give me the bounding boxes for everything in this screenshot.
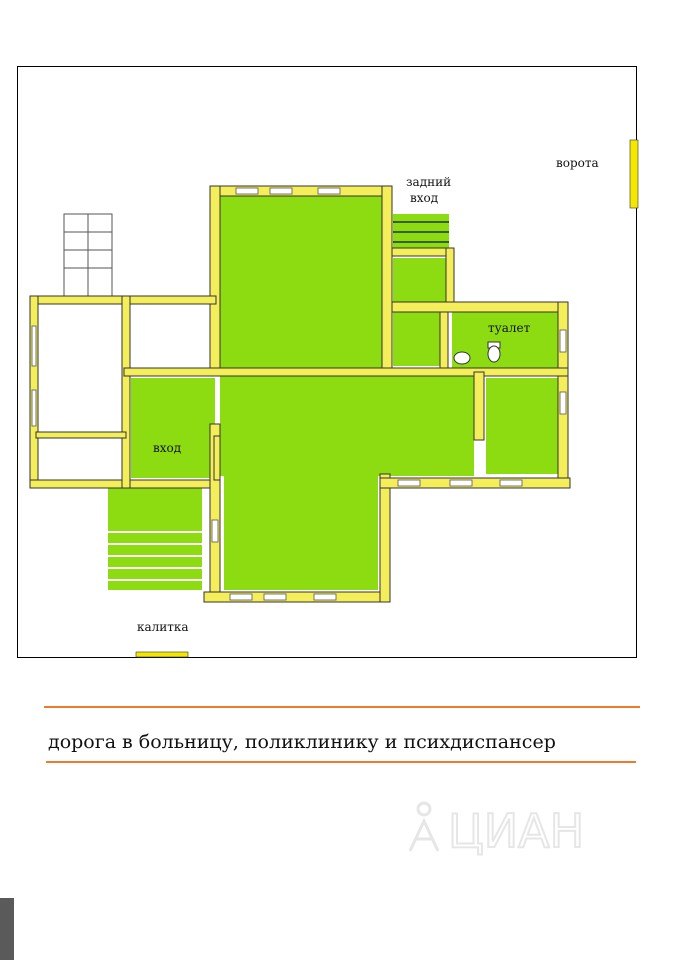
entrance-label: вход	[153, 441, 182, 455]
back-porch	[393, 258, 447, 302]
wicket-marker	[136, 652, 188, 657]
main-hall-lower	[224, 476, 378, 590]
toilet-label: туалет	[488, 321, 531, 335]
caption-text: дорога в больницу, поликлинику и психдиспансер	[48, 731, 556, 753]
room-fills	[108, 196, 560, 590]
main-hall-upper	[220, 376, 474, 476]
watermark-logo	[404, 795, 614, 865]
entrance-porch	[108, 486, 202, 590]
entrance-hall	[131, 378, 215, 478]
vestibule	[393, 312, 443, 366]
main-hall-right	[486, 378, 558, 474]
top-hall	[220, 196, 382, 370]
scan-edge	[0, 898, 14, 960]
caption-top-rule	[44, 706, 640, 708]
toilet-bowl-icon	[488, 346, 500, 362]
back-entrance-label-line1: задний	[406, 175, 452, 189]
sink-icon	[454, 352, 470, 364]
wicket-label: калитка	[137, 620, 189, 634]
caption-bottom-rule	[46, 761, 636, 763]
back-entrance-label-line2: вход	[410, 191, 439, 205]
watermark-text: ЦИАН	[448, 804, 585, 858]
gate-label: ворота	[556, 156, 599, 170]
gate-marker	[630, 140, 638, 208]
